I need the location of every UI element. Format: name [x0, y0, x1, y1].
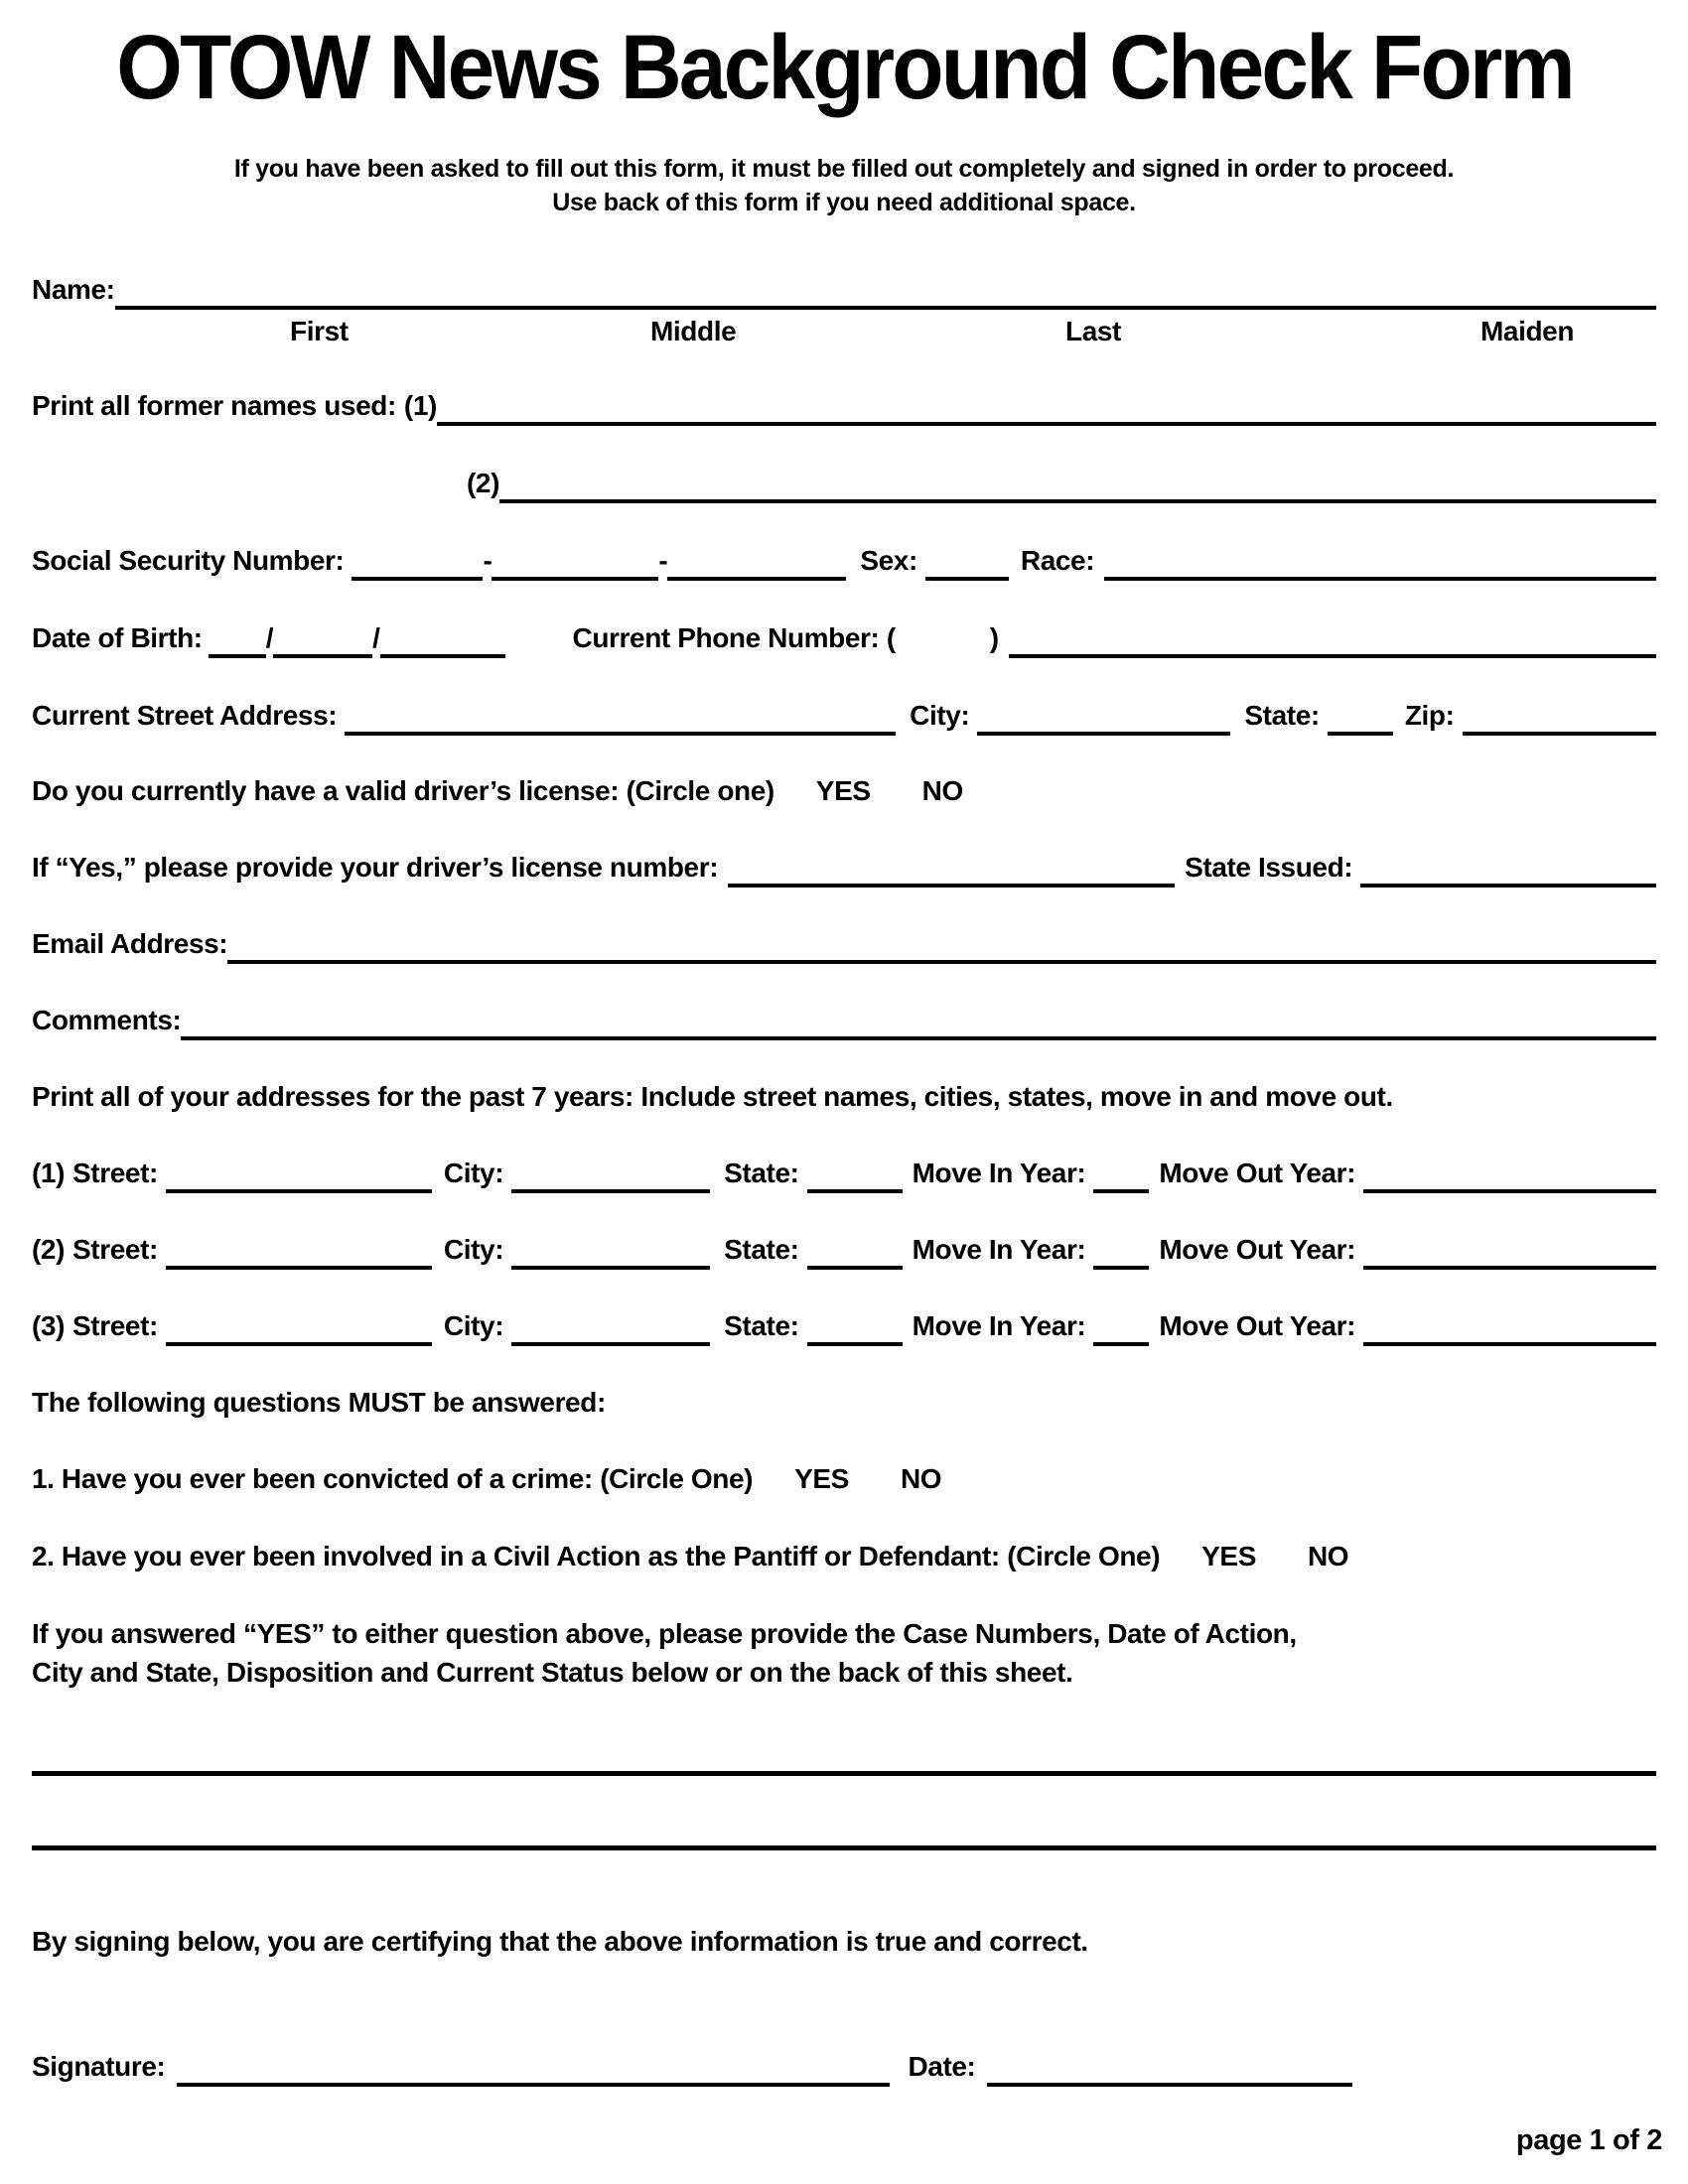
state-input-line[interactable] [1328, 700, 1393, 736]
email-label: Email Address: [32, 928, 228, 959]
current-address-row [32, 700, 1656, 736]
question-2-row [32, 1541, 1656, 1572]
address2-move-out-input-line[interactable] [1363, 1234, 1656, 1270]
ssn-dash-1: - [483, 545, 492, 576]
email-row [32, 928, 1656, 964]
comments-input-line[interactable] [181, 1005, 1656, 1040]
name-sublabel-last: Last [1065, 316, 1121, 346]
question-1-yes-option[interactable]: YES [794, 1463, 849, 1494]
address3-move-in-input-line[interactable] [1093, 1310, 1149, 1346]
page-number: page 1 of 2 [1515, 2124, 1662, 2156]
address2-city-label: City: [443, 1234, 504, 1265]
name-sublabel-first: First [290, 316, 349, 346]
address2-street-input-line[interactable] [166, 1234, 432, 1270]
address2-prefix: (2) [32, 1234, 66, 1265]
questions-header [32, 1387, 1656, 1419]
address3-move-out-label: Move Out Year: [1159, 1310, 1356, 1341]
former-name-1-input-line[interactable] [437, 390, 1656, 426]
drivers-license-number-label: If “Yes,” please provide your driver’s license number: [32, 852, 719, 883]
address2-move-in-label: Move In Year: [912, 1234, 1086, 1265]
signature-input-line[interactable] [177, 2051, 890, 2087]
ssn-part2-input-line[interactable] [492, 545, 658, 581]
address3-city-input-line[interactable] [511, 1310, 710, 1346]
address2-state-input-line[interactable] [807, 1234, 903, 1270]
date-label: Date: [908, 2051, 976, 2082]
name-row [32, 274, 1656, 310]
yes-note-line-1-text: If you answered “YES” to either question above, please provide the Case Numbers, Date of Action, [32, 1618, 1297, 1649]
form-instructions-line1: If you have been asked to fill out this form, it must be filled out completely and signed in order to proceed. [233, 155, 1455, 183]
dob-slash-1: / [265, 622, 274, 653]
question-2-no-option[interactable]: NO [1307, 1541, 1349, 1571]
address3-move-in-label: Move In Year: [912, 1310, 1086, 1341]
phone-input-line[interactable] [1009, 622, 1656, 658]
dob-slash-2: / [372, 622, 380, 653]
address2-city-input-line[interactable] [511, 1234, 710, 1270]
address2-move-out-label: Move Out Year: [1159, 1234, 1356, 1265]
name-sublabels-row [32, 316, 1656, 351]
question-1-no-option[interactable]: NO [900, 1463, 942, 1494]
address-history-header-text: Print all of your addresses for the past 7 years: Include street names, cities, states, move in and move out. [32, 1081, 1393, 1112]
yes-note-line-2 [32, 1657, 1656, 1689]
name-label: Name: [32, 274, 115, 305]
name-input-line[interactable] [115, 274, 1656, 310]
drivers-license-question-row [32, 775, 1656, 807]
yes-note-line-1 [32, 1618, 1656, 1650]
drivers-license-number-row [32, 852, 1656, 887]
sex-input-line[interactable] [925, 545, 1009, 581]
address1-city-label: City: [443, 1158, 504, 1188]
ssn-row [32, 545, 1656, 581]
address3-state-label: State: [724, 1310, 799, 1341]
drivers-license-number-input-line[interactable] [728, 852, 1175, 887]
ssn-part1-input-line[interactable] [352, 545, 483, 581]
question-1-row [32, 1463, 1656, 1495]
former-names-row-1 [32, 390, 1656, 426]
address2-street-label: Street: [72, 1234, 158, 1265]
address1-street-label: Street: [72, 1158, 158, 1188]
name-sublabel-maiden: Maiden [1480, 316, 1575, 346]
ssn-dash-2: - [658, 545, 668, 576]
phone-label: Current Phone Number: ( [572, 622, 896, 653]
dob-label: Date of Birth: [32, 622, 203, 653]
former-name-2-input-line[interactable] [499, 468, 1656, 503]
former-names-prefix-1: (1) [403, 390, 437, 421]
email-input-line[interactable] [227, 928, 1656, 964]
dob-year-input-line[interactable] [380, 622, 505, 658]
dob-phone-row [32, 622, 1656, 658]
race-input-line[interactable] [1104, 545, 1656, 581]
zip-input-line[interactable] [1463, 700, 1656, 736]
signature-label: Signature: [32, 2051, 166, 2082]
drivers-license-no-option[interactable]: NO [921, 775, 963, 806]
address1-move-out-label: Move Out Year: [1159, 1158, 1356, 1188]
yes-note-line-2-text: City and State, Disposition and Current Status below or on the back of this sheet. [32, 1657, 1073, 1688]
address1-state-input-line[interactable] [807, 1158, 903, 1193]
certification-statement-text: By signing below, you are certifying that the above information is true and correct. [32, 1926, 1088, 1957]
former-names-prefix-2: (2) [467, 468, 500, 498]
form-title [0, 18, 1688, 118]
address2-move-in-input-line[interactable] [1093, 1234, 1149, 1270]
former-names-label: Print all former names used: [32, 390, 396, 421]
sex-label: Sex: [860, 545, 917, 576]
address3-state-input-line[interactable] [807, 1310, 903, 1346]
address-history-row-1 [32, 1158, 1656, 1193]
dob-day-input-line[interactable] [273, 622, 372, 658]
signature-row [32, 2051, 1656, 2087]
dob-month-input-line[interactable] [209, 622, 266, 658]
address-history-row-2 [32, 1234, 1656, 1270]
ssn-part3-input-line[interactable] [667, 545, 846, 581]
state-issued-input-line[interactable] [1360, 852, 1656, 887]
address3-move-out-input-line[interactable] [1363, 1310, 1656, 1346]
address1-prefix: (1) [32, 1158, 66, 1188]
state-issued-label: State Issued: [1185, 852, 1353, 883]
current-address-input-line[interactable] [345, 700, 896, 736]
state-label: State: [1244, 700, 1320, 731]
question-1-text: 1. Have you ever been convicted of a crime: (Circle One) [32, 1463, 754, 1494]
current-address-label: Current Street Address: [32, 700, 338, 731]
address3-street-label: Street: [72, 1310, 158, 1341]
address1-street-input-line[interactable] [166, 1158, 432, 1193]
questions-header-text: The following questions MUST be answered: [32, 1387, 606, 1418]
phone-close-paren: ) [989, 622, 999, 653]
certification-statement-row [32, 1926, 1656, 1958]
form-title-text: OTOW News Background Check Form [115, 17, 1573, 118]
race-label: Race: [1020, 545, 1095, 576]
address3-prefix: (3) [32, 1310, 66, 1341]
address1-city-input-line[interactable] [511, 1158, 710, 1193]
address1-move-out-input-line[interactable] [1363, 1158, 1656, 1193]
case-details-input-line-1[interactable] [32, 1771, 1656, 1776]
address3-city-label: City: [443, 1310, 504, 1341]
drivers-license-question: Do you currently have a valid driver’s license: (Circle one) [32, 775, 774, 806]
address1-move-in-label: Move In Year: [912, 1158, 1086, 1188]
address3-street-input-line[interactable] [166, 1310, 432, 1346]
ssn-label: Social Security Number: [32, 545, 345, 576]
address1-move-in-input-line[interactable] [1093, 1158, 1149, 1193]
comments-row [32, 1005, 1656, 1040]
drivers-license-yes-option[interactable]: YES [815, 775, 871, 806]
city-input-line[interactable] [977, 700, 1230, 736]
case-details-input-line-2[interactable] [32, 1845, 1656, 1850]
question-2-yes-option[interactable]: YES [1201, 1541, 1256, 1571]
name-sublabel-middle: Middle [650, 316, 737, 346]
address1-state-label: State: [724, 1158, 799, 1188]
form-instructions-line2: Use back of this form if you need additional space. [552, 189, 1136, 216]
comments-label: Comments: [32, 1005, 182, 1035]
zip-label: Zip: [1404, 700, 1455, 731]
date-input-line[interactable] [987, 2051, 1352, 2087]
address-history-row-3 [32, 1310, 1656, 1346]
question-2-text: 2. Have you ever been involved in a Civil Action as the Pantiff or Defendant: (Circle One) [32, 1541, 1161, 1571]
city-label: City: [910, 700, 970, 731]
former-names-row-2 [32, 468, 1656, 503]
address-history-header [32, 1081, 1656, 1113]
address2-state-label: State: [724, 1234, 799, 1265]
